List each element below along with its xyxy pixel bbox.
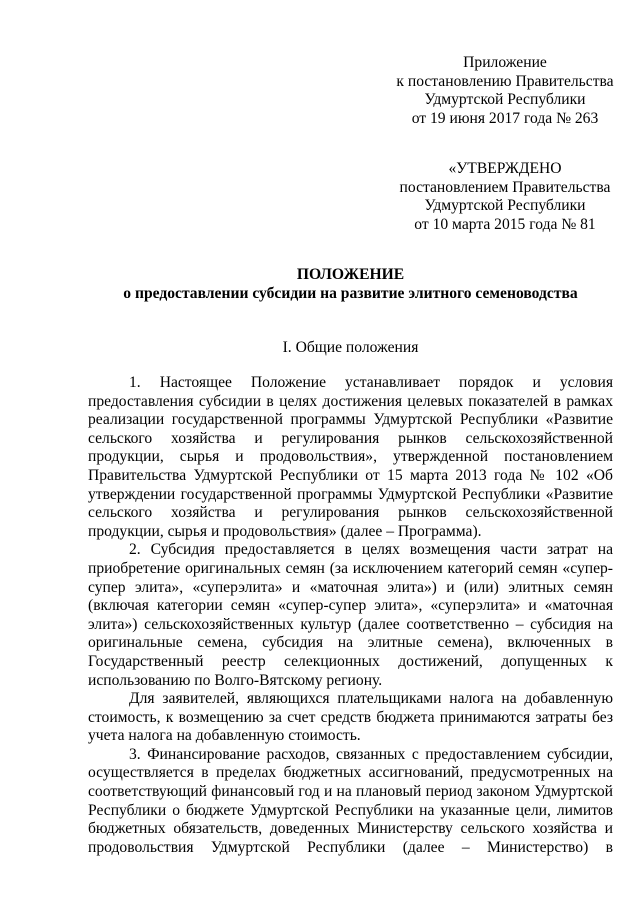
approved-line-4: от 10 марта 2015 года № 81 — [414, 215, 596, 233]
appendix-reference-block — [395, 54, 615, 128]
approved-line-2: постановлением Правительства — [399, 178, 611, 196]
document-body — [88, 374, 613, 857]
paragraph-2: 2. Субсидия предоставляется в целях возмещения части затрат на приобретение оригинальных семян (за исключением категорий семян «супер-супер элита», «суперэлита» и «маточная элита») и (или) элитных семян (включая категории семян «супер-супер элита», «суперэлита» и «маточная элита») сельскохозяйственных культур (далее соответственно – субсидия на оригинальные семена, субсидия на элитные семена), включенных в Государственный реестр селекционных достижений, допущенных к использованию по Волго-Вятскому региону. — [88, 541, 613, 689]
appendix-line-1: Приложение — [463, 54, 547, 71]
appendix-line-4: от 19 июня 2017 года № 263 — [411, 109, 599, 127]
section-heading: I. Общие положения — [282, 339, 419, 356]
approved-line-1: «УТВЕРЖДЕНО — [448, 160, 562, 177]
appendix-line-2: к постановлению Правительства — [396, 72, 614, 90]
paragraph-4: 3. Финансирование расходов, связанных с предоставлением субсидии, осуществляется в пределах бюджетных ассигнований, предусмотренных на соответствующий финансовый год и на плановый период законом Удмуртской Республики о бюджете Удмуртской Республики на указанные цели, лимитов бюджетных обязательств, доведенных Министерству сельского хозяйства и продовольствия Удмуртской Республики (далее – Министерство) в — [88, 745, 613, 856]
document-subtitle: о предоставлении субсидии на развитие элитного семеноводства — [123, 285, 578, 302]
appendix-line-3: Удмуртской Республики — [424, 91, 586, 109]
approved-line-3: Удмуртской Республики — [424, 197, 586, 215]
document-title: ПОЛОЖЕНИЕ — [296, 266, 405, 283]
paragraph-3: Для заявителей, являющихся плательщиками налога на добавленную стоимость, к возмещению за счет средств бюджета принимаются затраты без учета налога на добавленную стоимость. — [88, 690, 613, 745]
paragraph-1: 1. Настоящее Положение устанавливает порядок и условия предоставления субсидии в целях достижения целевых показателей в рамках реализации государственной программы Удмуртской Республики «Развитие сельского хозяйства и регулирования рынков сельскохозяйственной продукции, сырья и продовольствия», утвержденной постановлением Правительства Удмуртской Республики от 15 марта 2013 года № 102 «Об утверждении государственной программы Удмуртской Республики «Развитие сельского хозяйства и регулирования рынков сельскохозяйственной продукции, сырья и продовольствия» (далее – Программа). — [88, 374, 613, 540]
approved-stamp-block — [395, 160, 615, 234]
